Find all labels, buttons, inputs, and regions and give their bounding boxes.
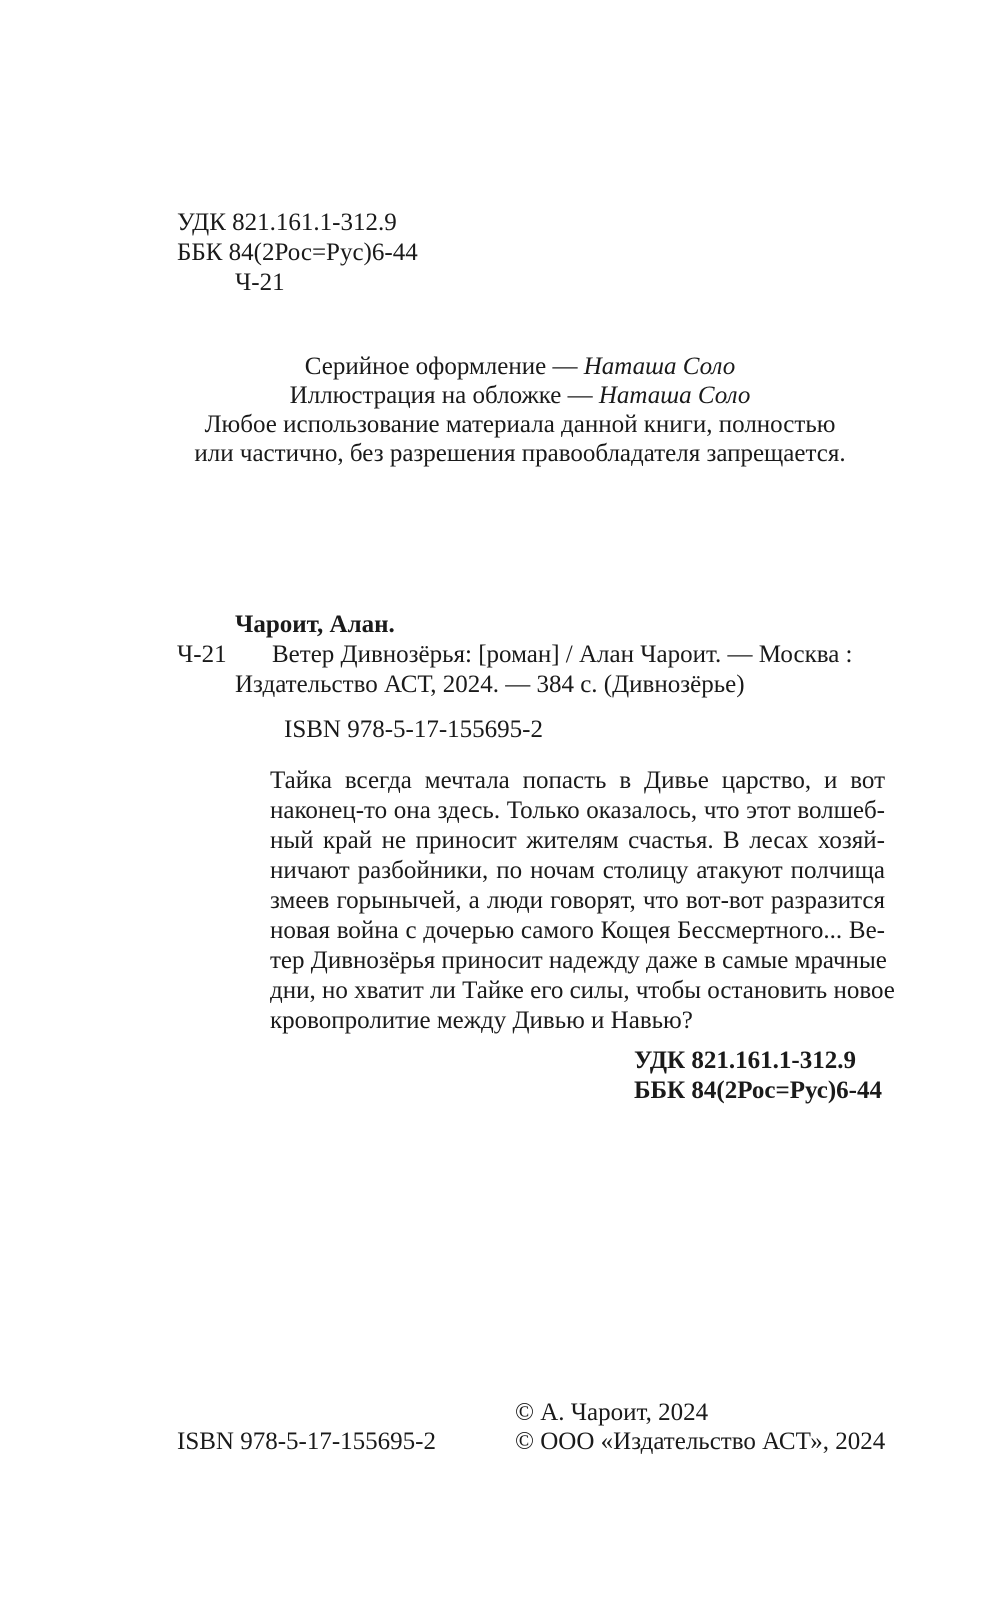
annotation-line: кровопролитие между Дивью и Навью?	[270, 1007, 693, 1034]
annotation-line: наконец-то она здесь. Только оказалось, что этот волшеб-	[270, 797, 885, 824]
bibliographic-description-line-1: Ветер Дивнозёрья: [роман] / Алан Чароит. — Москва :	[272, 641, 853, 668]
udk-code-bottom: УДК 821.161.1-312.9	[634, 1047, 856, 1074]
annotation-line: новая война с дочерью самого Кощея Бессмертного... Ве-	[270, 917, 885, 944]
annotation-paragraph	[270, 766, 895, 1036]
bibliographic-isbn: ISBN 978-5-17-155695-2	[284, 716, 544, 743]
copyright-author: © А. Чароит, 2024	[515, 1399, 709, 1426]
annotation-line: ничают разбойники, по ночам столицу атакуют полчища	[270, 857, 885, 884]
annotation-line: ный край не приносит жителям счастья. В лесах хозяй-	[270, 827, 885, 854]
cover-illustration-label: Иллюстрация на обложке —	[289, 382, 599, 409]
bibliographic-author-mark: Ч-21	[177, 641, 227, 668]
series-design-line	[20, 352, 1000, 382]
annotation-line: Тайка всегда мечтала попасть в Дивье царство, и вот	[270, 767, 885, 794]
author-heading: Чароит, Алан.	[235, 611, 395, 638]
annotation-line: змеев горынычей, а люди говорят, что вот-вот разразится	[270, 887, 885, 914]
rights-line-2: или частично, без разрешения правообладателя запрещается.	[194, 440, 846, 467]
copyright-publisher: © ООО «Издательство АСТ», 2024	[515, 1428, 886, 1455]
bibliographic-description-line-2: Издательство АСТ, 2024. — 384 с. (Дивнозёрье)	[235, 671, 745, 698]
udk-code: УДК 821.161.1-312.9	[177, 209, 397, 236]
annotation-line: дни, но хватит ли Тайке его силы, чтобы остановить новое	[270, 977, 895, 1004]
bbk-code-bottom: ББК 84(2Рос=Рус)6-44	[634, 1077, 882, 1104]
cover-illustration-line	[20, 381, 1000, 411]
rights-line-1: Любое использование материала данной книги, полностью	[204, 411, 836, 438]
series-design-label: Серийное оформление —	[304, 353, 584, 380]
cover-illustration-name: Наташа Соло	[598, 382, 751, 409]
footer-isbn: ISBN 978-5-17-155695-2	[177, 1428, 437, 1455]
author-mark: Ч-21	[235, 269, 285, 296]
bbk-code: ББК 84(2Рос=Рус)6-44	[177, 239, 418, 266]
annotation-line: тер Дивнозёрья приносит надежду даже в самые мрачные	[270, 947, 887, 974]
series-design-name: Наташа Соло	[583, 353, 736, 380]
